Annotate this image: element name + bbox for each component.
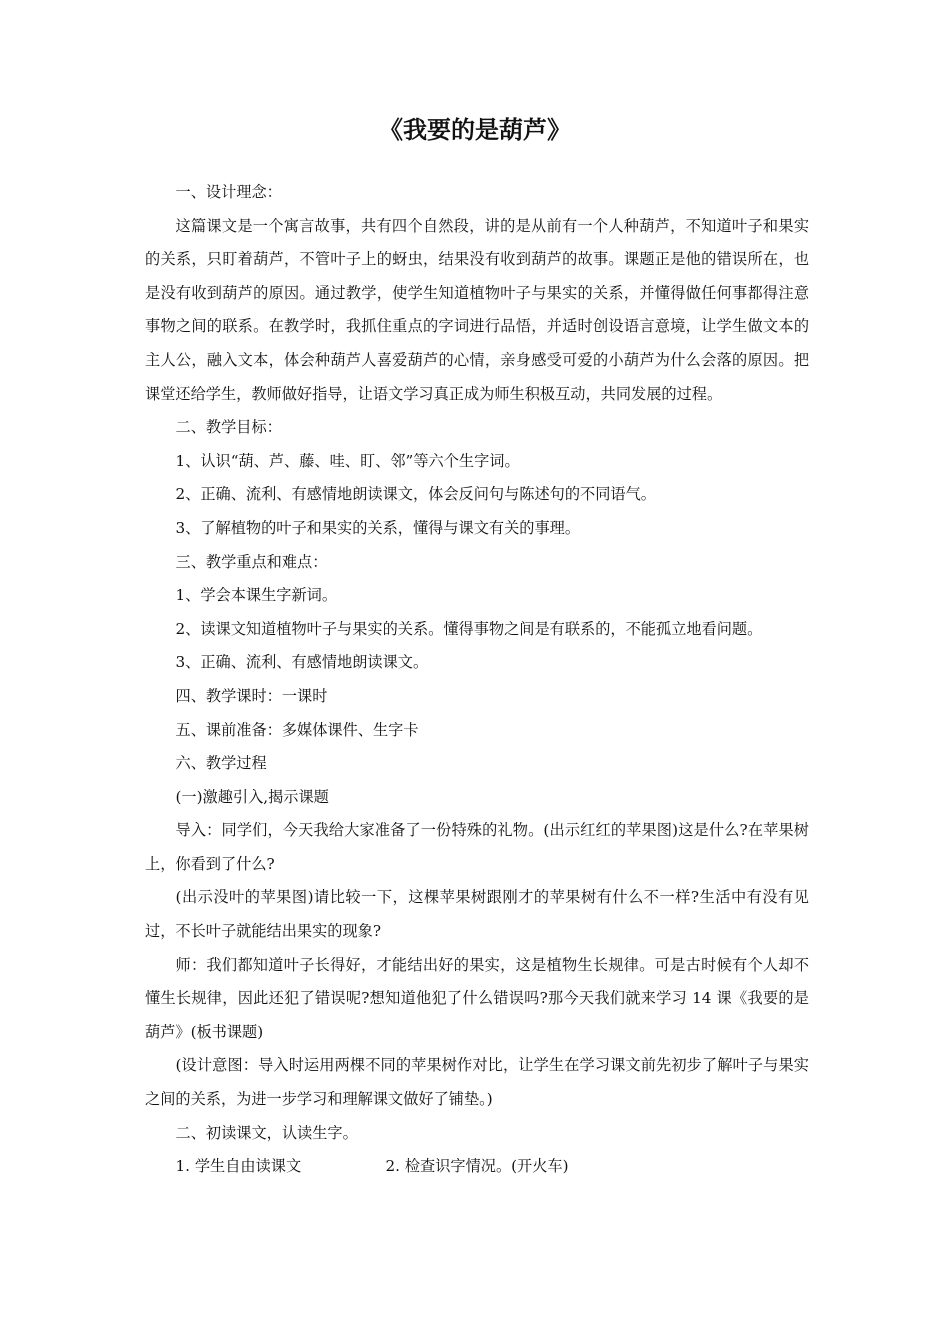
section-heading-teaching-goals: 二、教学目标： — [175, 418, 282, 437]
paragraph-design-concept: 这篇课文是一个寓言故事，共有四个自然段，讲的是从前有一个人种葫芦，不知道叶子和果实的关系，只盯着葫芦，不管叶子上的蚜虫，结果没有收到葫芦的故事。课题正是他的错误所在，也是没有收到葫芦的原因。通过教学，使学生知道植物叶子与果实的关系，并懂得做任何事都得注意事物之间的联系。在教学时，我抓住重点的字词进行品悟，并适时创设语言意境，让学生做文本的主人公，融入文本，体会种葫芦人喜爱葫芦的心情，亲身感受可爱的小葫芦为什么会落的原因。把课堂还给学生，教师做好指导，让语文学习真正成为师生积极互动，共同发展的过程。 — [145, 216, 809, 403]
first-reading-steps — [145, 1150, 809, 1184]
key-point-item-1: 1、学会本课生字新词。 — [175, 586, 338, 605]
section-heading-class-hours: 四、教学课时：一课时 — [175, 686, 328, 705]
section-heading-preparation: 五、课前准备：多媒体课件、生字卡 — [175, 720, 419, 739]
document-title: 《我要的是葫芦》 — [379, 116, 571, 144]
key-point-item-2: 2、读课文知道植物叶子与果实的关系。懂得事物之间是有联系的，不能孤立地看问题。 — [175, 619, 763, 638]
document-body — [145, 176, 809, 1184]
step-item-2: 2. 检查识字情况。(开火车) — [385, 1157, 569, 1176]
key-point-item-3: 3、正确、流利、有感情地朗读课文。 — [175, 653, 429, 672]
paragraph-intro: 导入：同学们，今天我给大家准备了一份特殊的礼物。(出示红红的苹果图)这是什么?在苹果树上，你看到了什么? — [145, 821, 809, 873]
step-item-1: 1. 学生自由读课文 — [175, 1157, 302, 1176]
section-heading-process: 六、教学过程 — [175, 754, 267, 773]
section-heading-key-points: 三、教学重点和难点： — [175, 552, 328, 571]
goal-item-3: 3、了解植物的叶子和果实的关系，懂得与课文有关的事理。 — [175, 518, 581, 537]
subsection-heading-first-reading: 二、初读课文，认读生字。 — [175, 1123, 358, 1142]
paragraph-design-intent: (设计意图：导入时运用两棵不同的苹果树作对比，让学生在学习课文前先初步了解叶子与果实之间的关系，为进一步学习和理解课文做好了铺垫。) — [145, 1056, 809, 1109]
subsection-heading-intro: (一)激趣引入,揭示课题 — [175, 787, 329, 806]
section-heading-design-concept: 一、设计理念： — [175, 183, 282, 201]
goal-item-2: 2、正确、流利、有感情地朗读课文，体会反问句与陈述句的不同语气。 — [175, 485, 656, 504]
goal-item-1: 1、认识“葫、芦、藤、哇、盯、邻”等六个生字词。 — [175, 451, 520, 470]
paragraph-teacher: 师：我们都知道叶子长得好，才能结出好的果实，这是植物生长规律。可是古时候有个人却不懂生长规律，因此还犯了错误呢?想知道他犯了什么错误吗?那今天我们就来学习 14 课《我要的是葫芦》(板书课题) — [145, 955, 809, 1041]
paragraph-compare: (出示没叶的苹果图)请比较一下，这棵苹果树跟刚才的苹果树有什么不一样?生活中有没有见过，不长叶子就能结出果实的现象? — [145, 888, 809, 941]
